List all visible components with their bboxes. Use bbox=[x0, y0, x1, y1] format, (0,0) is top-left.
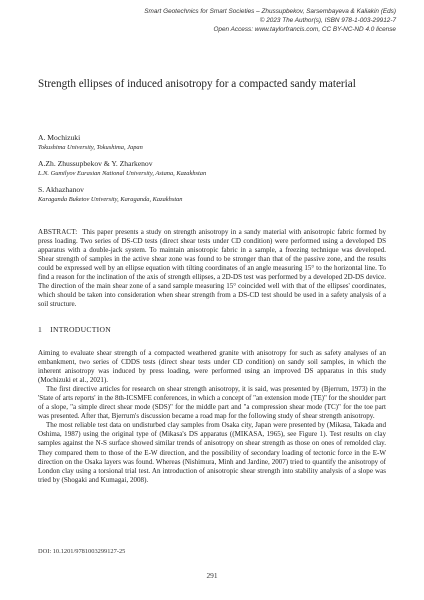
section-number: 1 bbox=[38, 325, 43, 334]
author-name: S. Akhazhanov bbox=[38, 185, 84, 194]
paragraph: The most reliable test data on undisturbed clay samples from Osaka city, Japan were presented by (Mikasa, Takada and Oshima, 1987) using the original type of (Mikasa's DS apparatus ((MIKASA, 1965), see Figure 1). Test results on clay samples against the N-S surface showed similar trends of anisotropy on shear strength as those on ones of remolded clay. They compared them to those of the E-W direction, and the possibility of secondary loading of tectonic force in the E-W direction on the Osaka layers was found. Whereas (Nishimura, Minh and Jardine, 2007) tried to quantify the anisotropy of London clay using a torsional trial test. An introduction of anisotropic shear strength into stability analysis of a slope was tried by (Shogaki and Kumagai, 2008). bbox=[38, 421, 386, 484]
author-name: A.Zh. Zhussupbekov & Y. Zharkenov bbox=[38, 159, 153, 168]
section-heading bbox=[38, 325, 111, 334]
author-list bbox=[38, 133, 378, 211]
abstract-label: ABSTRACT: bbox=[38, 228, 78, 236]
body-text bbox=[38, 349, 386, 485]
author-group bbox=[38, 159, 378, 178]
running-header bbox=[56, 7, 396, 34]
page-number: 291 bbox=[206, 571, 218, 580]
abstract-text: This paper presents a study on strength anisotropy in a sandy material with anisotropic fabric formed by press loading. Two series of DS-CD tests (direct shear tests under CD condition) were performed using a developed DS apparatus with a double-jack system. To maintain anisotropic fabric in a sample, a freezing technique was developed. Shear strength of samples in the active shear zone was found to be stronger than that of the passive zone, and the results could be expressed well by an ellipse equation with tilting coordinates of an angle measuring 15° to the horizontal line. To find a reason for the inclination of the axis of strength ellipses, a 2D-DS test was performed by a developed 2D-DS device. The direction of the main shear zone of a sand sample measuring 15° coincided well with that of the ellipses' coordinates, which should be taken into consideration when shear strength from a DS-CD test should be used in a safety analysis of a soil structure. bbox=[38, 228, 386, 309]
abstract bbox=[38, 228, 386, 309]
author-group bbox=[38, 185, 378, 204]
author-name: A. Mochizuki bbox=[38, 133, 81, 142]
author-group bbox=[38, 133, 378, 152]
header-copyright-line: © 2023 The Author(s), ISBN 978-1-003-29912-7 bbox=[259, 17, 396, 24]
author-affiliation: L.N. Gumilyov Eurasian National University, Astana, Kazakhstan bbox=[38, 170, 207, 177]
author-affiliation: Tokushima University, Tokushima, Japan bbox=[38, 144, 143, 151]
author-affiliation: Karaganda Buketov University, Karaganda, Kazakhstan bbox=[38, 196, 183, 203]
paragraph: Aiming to evaluate shear strength of a compacted weathered granite with anisotropy for such as safety analyses of an embankment, two series of CDDS tests (direct shear tests under CD condition) on sandy soil samples, in which the inherent anisotropy was induced by press loading, were performed using an improved DS apparatus in this study (Mochizuki et al., 2021). bbox=[38, 349, 386, 385]
paragraph: The first directive articles for research on shear strength anisotropy, it is said, was presented by (Bjerrum, 1973) in the 'State of arts reports' in the 8th-ICSMFE conferences, in which a concept of "an extension mode (TE)" for the shoulder part of a slope, "a simple direct shear mode (SDS)" for the middle part and "a compression shear mode (TC)" for the toe part was presented. After that, Bjerrum's discussion became a road map for the following study of shear strength anisotropy. bbox=[38, 385, 386, 421]
header-license-line: Open Access: www.taylorfrancis.com, CC BY-NC-ND 4.0 license bbox=[213, 26, 396, 33]
paper-title: Strength ellipses of induced anisotropy for a compacted sandy material bbox=[38, 78, 356, 90]
doi-line: DOI: 10.1201/9781003299127-25 bbox=[38, 548, 126, 555]
section-title: INTRODUCTION bbox=[50, 325, 112, 334]
header-book-line: Smart Geotechnics for Smart Societies – Zhussupbekov, Sarsembayeva & Kaliakin (Eds) bbox=[144, 8, 396, 15]
